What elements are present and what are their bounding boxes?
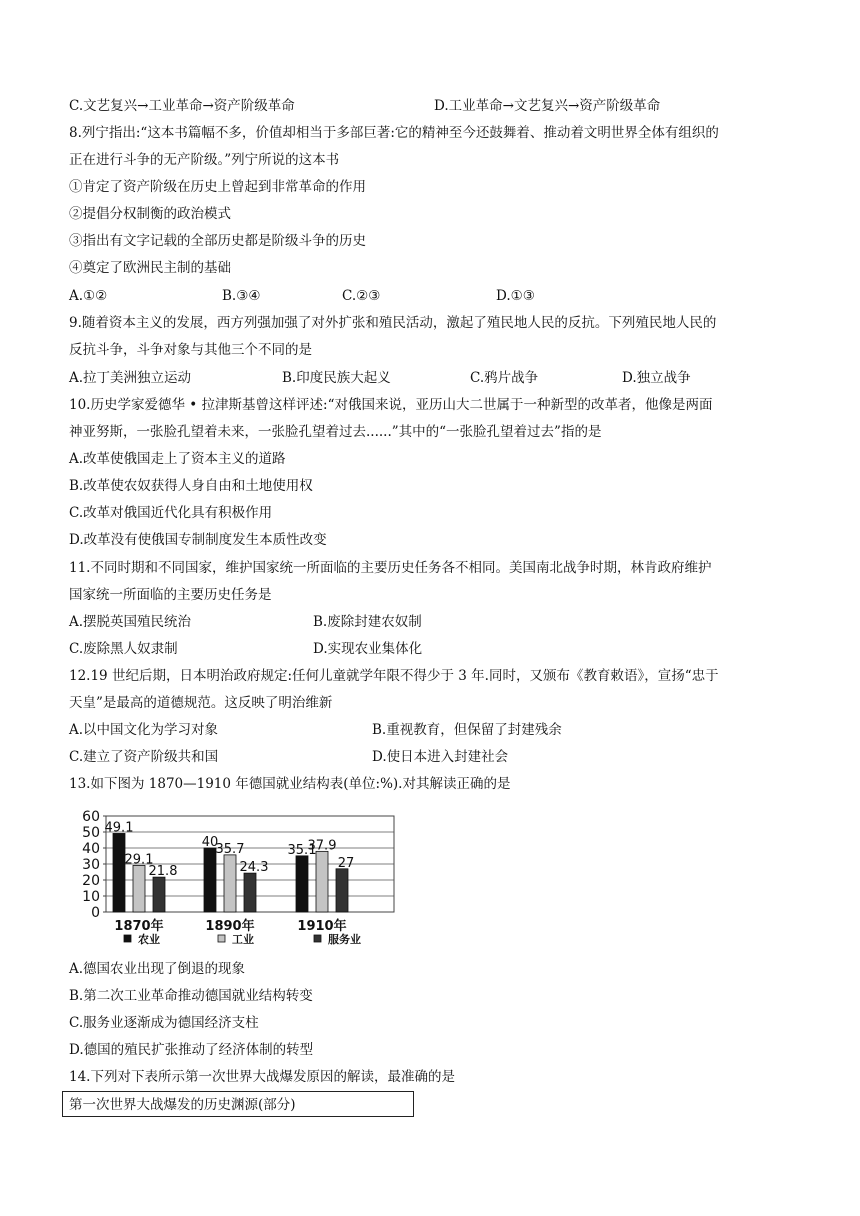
q8-option-d: D.①③ bbox=[496, 288, 535, 304]
x-category-label: 1910年 bbox=[297, 919, 347, 934]
q8-statement-3: ③指出有文字记载的全部历史都是阶级斗争的历史 bbox=[69, 233, 366, 249]
q14-table-header: 第一次世界大战爆发的历史渊源(部分) bbox=[62, 1091, 414, 1117]
q13-option-d: D.德国的殖民扩张推动了经济体制的转型 bbox=[69, 1042, 314, 1058]
q8-stem-line2: 正在进行斗争的无产阶级。”列宁所说的这本书 bbox=[69, 152, 340, 168]
q12-option-d: D.使日本进入封建社会 bbox=[372, 749, 509, 765]
q9-stem-line1: 9.随着资本主义的发展，西方列强加强了对外扩张和殖民活动，激起了殖民地人民的反抗。下列殖民地人民的 bbox=[69, 315, 717, 331]
legend-swatch-服务业 bbox=[314, 935, 321, 942]
legend-swatch-农业 bbox=[124, 935, 131, 942]
q14-stem: 14.下列对下表所示第一次世界大战爆发原因的解读，最准确的是 bbox=[69, 1069, 455, 1085]
q12-stem-line2: 天皇”是最高的道德规范。这反映了明治维新 bbox=[69, 695, 333, 711]
q12-option-c: C.建立了资产阶级共和国 bbox=[69, 749, 219, 765]
q9-option-a: A.拉丁美洲独立运动 bbox=[69, 370, 192, 386]
q9-option-d: D.独立战争 bbox=[622, 370, 691, 386]
bar-value-label: 29.1 bbox=[124, 852, 154, 868]
y-tick-label: 20 bbox=[82, 873, 100, 889]
y-tick-label: 40 bbox=[82, 841, 100, 857]
employment-structure-chart bbox=[60, 808, 400, 948]
bar-1910年-工业 bbox=[316, 851, 328, 912]
q11-option-c: C.废除黑人奴隶制 bbox=[69, 641, 178, 657]
bar-1870年-服务业 bbox=[153, 877, 165, 912]
y-tick-label: 50 bbox=[82, 825, 100, 841]
legend-swatch-工业 bbox=[218, 935, 225, 942]
q11-stem-line2: 国家统一所面临的主要历史任务是 bbox=[69, 587, 272, 603]
q11-option-d: D.实现农业集体化 bbox=[313, 641, 423, 657]
q10-option-d: D.改革没有使俄国专制制度发生本质性改变 bbox=[69, 532, 327, 548]
q13-stem: 13.如下图为 1870—1910 年德国就业结构表(单位:%).对其解读正确的是 bbox=[69, 776, 511, 792]
q10-option-b: B.改革使农奴获得人身自由和土地使用权 bbox=[69, 478, 313, 494]
y-tick-label: 60 bbox=[82, 809, 100, 825]
bar-value-label: 35.7 bbox=[215, 841, 245, 857]
y-tick-label: 30 bbox=[82, 857, 100, 873]
bar-1890年-工业 bbox=[224, 855, 236, 912]
q8-stem-line1: 8.列宁指出:“这本书篇幅不多，价值却相当于多部巨著:它的精神至今还鼓舞着、推动着文明世界全体有组织的 bbox=[69, 125, 719, 141]
bar-value-label: 21.8 bbox=[148, 864, 178, 880]
q13-option-c: C.服务业逐渐成为德国经济支柱 bbox=[69, 1015, 259, 1031]
legend-label: 农业 bbox=[138, 933, 160, 946]
q10-stem-line1: 10.历史学家爱德华 • 拉津斯基曾这样评述:“对俄国来说，亚历山大二世属于一种新型的改革者，他像是两面 bbox=[69, 397, 713, 413]
q8-option-b: B.③④ bbox=[222, 288, 261, 304]
q12-option-b: B.重视教育，但保留了封建残余 bbox=[372, 722, 562, 738]
q9-option-c: C.鸦片战争 bbox=[470, 370, 539, 386]
bar-value-label: 40 bbox=[201, 835, 219, 850]
bar-1890年-农业 bbox=[204, 848, 216, 912]
q9-stem-line2: 反抗斗争，斗争对象与其他三个不同的是 bbox=[69, 342, 312, 358]
bar-value-label: 37.9 bbox=[307, 838, 337, 854]
q10-option-c: C.改革对俄国近代化具有积极作用 bbox=[69, 505, 273, 521]
legend-label: 工业 bbox=[232, 933, 254, 946]
q9-option-b: B.印度民族大起义 bbox=[282, 370, 391, 386]
bar-value-label: 35.1 bbox=[287, 842, 317, 858]
bar-1870年-工业 bbox=[133, 865, 145, 912]
bar-1890年-服务业 bbox=[244, 873, 256, 912]
q13-option-b: B.第二次工业革命推动德国就业结构转变 bbox=[69, 988, 313, 1004]
q8-statement-4: ④奠定了欧洲民主制的基础 bbox=[69, 260, 231, 276]
q8-option-a: A.①② bbox=[69, 288, 108, 304]
x-category-label: 1870年 bbox=[114, 919, 164, 934]
bar-value-label: 24.3 bbox=[239, 860, 269, 876]
q11-option-b: B.废除封建农奴制 bbox=[313, 614, 422, 630]
q12-option-a: A.以中国文化为学习对象 bbox=[69, 722, 219, 738]
q13-option-a: A.德国农业出现了倒退的现象 bbox=[69, 961, 246, 977]
q12-stem-line1: 12.19 世纪后期，日本明治政府规定:任何儿童就学年限不得少于 3 年.同时，又颁布《教育敕语》，宣扬“忠于 bbox=[69, 668, 719, 684]
bar-1910年-农业 bbox=[296, 856, 308, 912]
q10-stem-line2: 神亚努斯，一张脸孔望着未来，一张脸孔望着过去......”其中的“一张脸孔望着过去”指的是 bbox=[69, 424, 602, 440]
q8-option-c: C.②③ bbox=[342, 288, 381, 304]
legend-label: 服务业 bbox=[328, 933, 361, 946]
q11-stem-line1: 11.不同时期和不同国家，维护国家统一所面临的主要历史任务各不相同。美国南北战争时期，林肯政府维护 bbox=[69, 560, 712, 576]
q8-statement-2: ②提倡分权制衡的政治模式 bbox=[69, 206, 231, 222]
q7-option-c: C.文艺复兴→工业革命→资产阶级革命 bbox=[69, 98, 295, 114]
bar-1910年-服务业 bbox=[336, 869, 348, 912]
y-tick-label: 10 bbox=[82, 889, 100, 905]
q8-statement-1: ①肯定了资产阶级在历史上曾起到非常革命的作用 bbox=[69, 179, 366, 195]
q10-option-a: A.改革使俄国走上了资本主义的道路 bbox=[69, 451, 286, 467]
bar-value-label: 49.1 bbox=[104, 820, 134, 836]
bar-1870年-农业 bbox=[113, 833, 125, 912]
bar-value-label: 27 bbox=[337, 855, 355, 871]
q7-option-d: D.工业革命→文艺复兴→资产阶级革命 bbox=[434, 98, 661, 114]
x-category-label: 1890年 bbox=[205, 919, 255, 934]
q11-option-a: A.摆脱英国殖民统治 bbox=[69, 614, 192, 630]
y-tick-label: 0 bbox=[91, 905, 100, 921]
